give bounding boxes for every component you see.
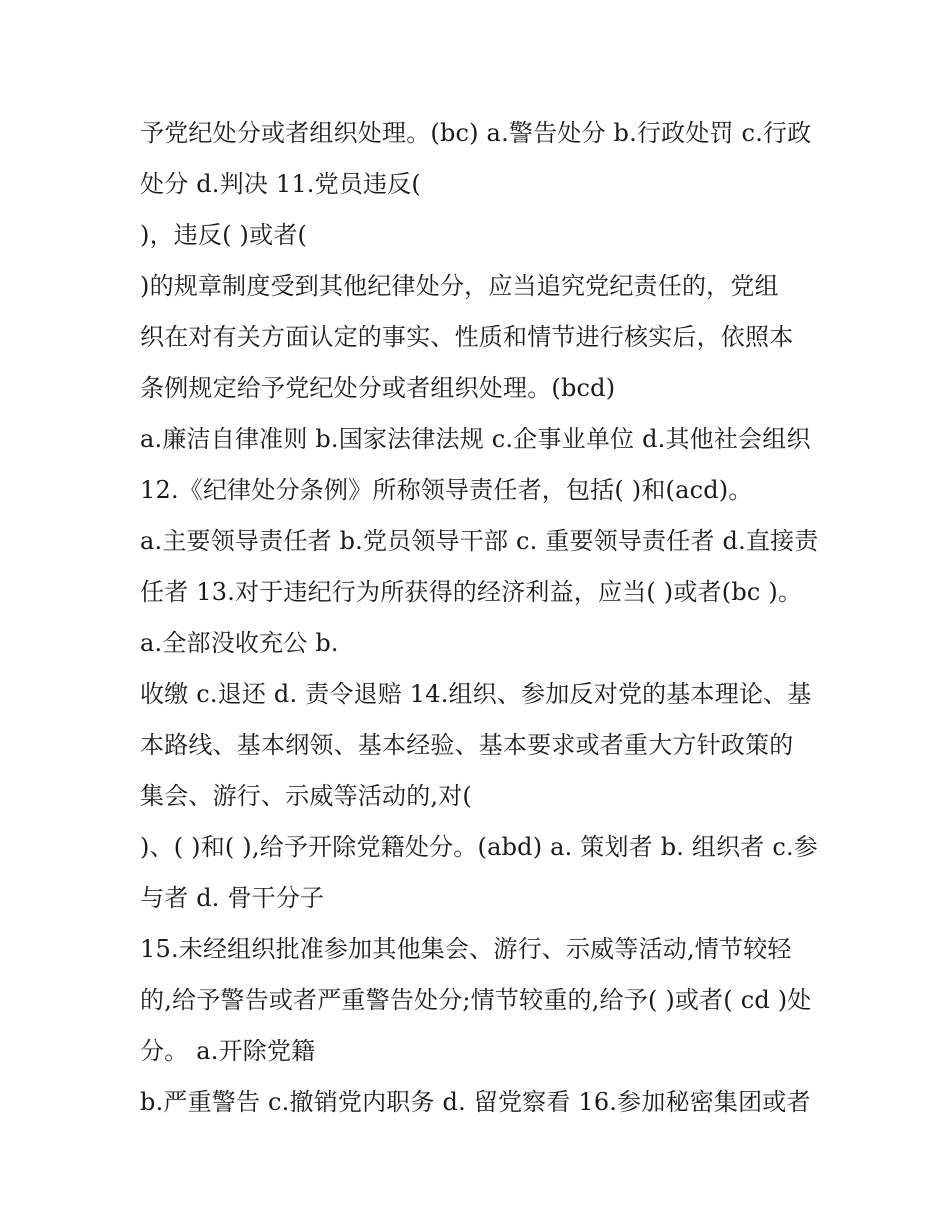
document-text-block bbox=[140, 108, 830, 1128]
text-line: 12.《纪律处分条例》所称领导责任者，包括( )和(acd)。 bbox=[140, 476, 753, 504]
text-line: 15.未经组织批准参加其他集会、游行、示威等活动,情节较轻 bbox=[140, 935, 792, 963]
text-line: 分。 a.开除党籍 bbox=[140, 1037, 316, 1065]
text-line: a.主要领导责任者 b.党员领导干部 c. 重要领导责任者 d.直接责 bbox=[140, 527, 819, 555]
text-line: 织在对有关方面认定的事实、性质和情节进行核实后，依照本 bbox=[140, 323, 794, 351]
text-line: 的,给予警告或者严重警告处分;情节较重的,给予( )或者( cd )处 bbox=[140, 986, 812, 1014]
text-line: 本路线、基本纲领、基本经验、基本要求或者重大方针政策的 bbox=[140, 731, 794, 759]
text-line: )，违反( )或者( bbox=[140, 221, 308, 249]
text-line: )、( )和( ),给予开除党籍处分。(abd) a. 策划者 b. 组织者 c.参 bbox=[140, 833, 819, 861]
text-line: 处分 d.判决 11.党员违反( bbox=[140, 170, 421, 198]
text-line: 予党纪处分或者组织处理。(bc) a.警告处分 b.行政处罚 c.行政 bbox=[140, 119, 812, 147]
text-line: 集会、游行、示威等活动的,对( bbox=[140, 782, 472, 810]
text-line: 收缴 c.退还 d. 责令退赔 14.组织、参加反对党的基本理论、基 bbox=[140, 680, 812, 708]
text-line: a.廉洁自律准则 b.国家法律法规 c.企事业单位 d.其他社会组织 bbox=[140, 425, 811, 453]
text-line: 与者 d. 骨干分子 bbox=[140, 884, 325, 912]
text-line: )的规章制度受到其他纪律处分，应当追究党纪责任的，党组 bbox=[140, 272, 779, 300]
text-line: 任者 13.对于违纪行为所获得的经济利益，应当( )或者(bc )。 bbox=[140, 578, 803, 606]
text-line: a.全部没收充公 b. bbox=[140, 629, 339, 657]
text-line: b.严重警告 c.撤销党内职务 d. 留党察看 16.参加秘密集团或者 bbox=[140, 1088, 811, 1116]
text-line: 条例规定给予党纪处分或者组织处理。(bcd) bbox=[140, 374, 616, 402]
